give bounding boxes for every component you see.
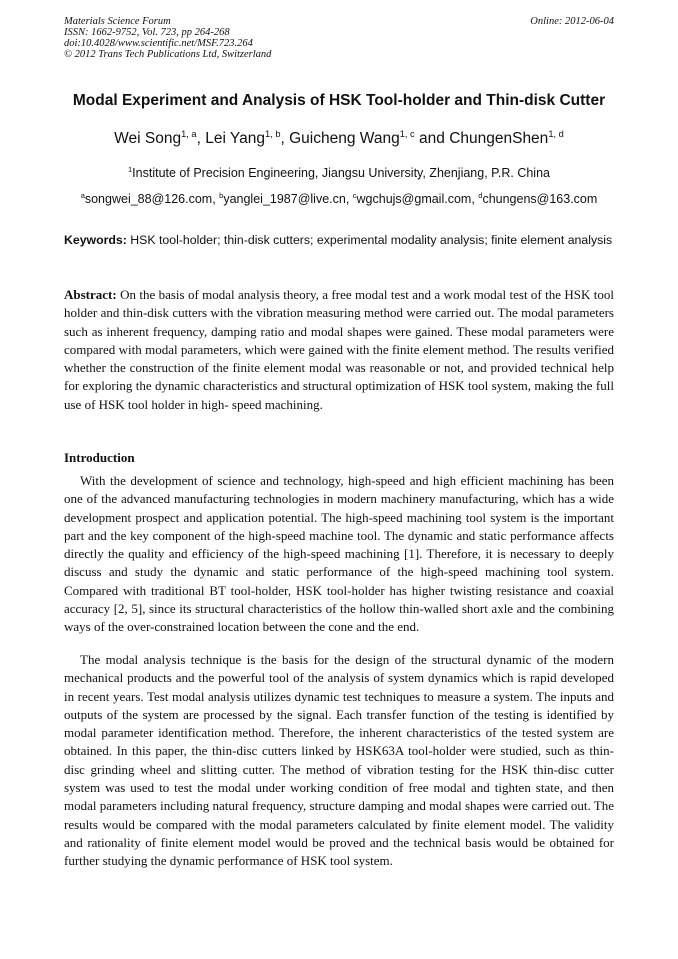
email-address: chungens@163.com [482,192,598,206]
journal-header [64,16,614,60]
author-affil-mark: 1, d [548,128,564,139]
abstract-label: Abstract: [64,287,117,302]
keywords-label: Keywords: [64,233,127,247]
email-mark: b [219,190,224,200]
affiliation [64,166,614,180]
author-separator: , [280,130,290,147]
author-emails [64,192,614,206]
copyright-line: © 2012 Trans Tech Publications Ltd, Switzerland [64,49,272,60]
email-mark: c [352,190,357,200]
issn-line: ISSN: 1662-9752, Vol. 723, pp 264-268 [64,27,230,38]
author-affil-mark: 1, a [181,128,197,139]
body-paragraph: The modal analysis technique is the basis for the design of the structural dynamic of the modern mechanical products and the powerful tool of the analysis of system dynamics which is rapid developed in recent years. Test modal analysis utilizes dynamic test techniques to measure a system. The inputs and outputs of the system are processed by the signal. Each transfer function of the testing is identified by modal parameter identification method. Therefore, the inherent characteristics of the tested system are obtained. In this paper, the thin-disc cutters linked by HSK63A tool-holder were studied, such as thin-disc grinding wheel and slitting cutter. The method of vibration testing for the HSK thin-disc cutter system was used to test the modal under working condition of free modal and tighten state, and then modal parameters including natural frequency, structure damping and modal shapes were carried out. The results would be compared with the modal parameters calculated by finite element model. The validity and rationality of finite element model would be proved and the technical basis would be obtained for further studying the dynamic performance of HSK tool system. [64,652,614,869]
journal-name: Materials Science Forum [64,16,171,27]
abstract-section [64,286,614,414]
author-affil-mark: 1, b [264,128,281,139]
section-heading-introduction: Introduction [64,450,135,465]
keywords-text: HSK tool-holder; thin-disk cutters; experimental modality analysis; finite element analysis [126,233,613,247]
email-mark: a [80,190,85,200]
email-address: songwei_88@126.com, [84,192,220,206]
author-affil-mark: 1, c [399,128,415,139]
email-address: wgchujs@gmail.com, [356,192,479,206]
author-name: Guicheng Wang [289,130,400,147]
paper-title: Modal Experiment and Analysis of HSK Tool-holder and Thin-disk Cutter [72,92,606,109]
affiliation-text: Institute of Precision Engineering, Jiangsu University, Zhenjiang, P.R. China [132,166,550,180]
author-name: ChungenShen [449,130,549,147]
author-separator: and [414,130,450,147]
author-list [64,130,614,148]
affiliation-mark: 1 [128,164,133,174]
author-name: Lei Yang [205,130,265,147]
author-name: Wei Song [114,130,182,147]
doi-line: doi:10.4028/www.scientific.net/MSF.723.264 [64,38,253,49]
keywords-section [64,231,614,249]
online-date: Online: 2012-06-04 [530,16,614,27]
abstract-text: On the basis of modal analysis theory, a free modal test and a work modal test of the HSK tool holder and thin-disk cutters with the vibration measuring method were carried out. The modal parameters such as inherent frequency, damping ratio and modal shapes were gained. These modal parameters were compared with modal parameters, which were gained with the finite element method. The results verified whether the construction of the finite element modal was reasonable or not, and provided technical help for exploring the dynamic characteristics and structural optimization of HSK tool system, making the full use of HSK tool holder in high- speed machining. [64,287,614,412]
body-paragraph: With the development of science and technology, high-speed and high efficient machining has been one of the advanced manufacturing technologies in modern machinery manufacturing, which has a wide development prospect and application potential. The high-speed machining tool system is the important part and the key component of the high-speed machine tool. The dynamic and static performance affects directly the quality and efficiency of the high-speed machining [1]. Therefore, it is necessary to deeply discuss and study the dynamic and static performance of the high-speed machining tool system. Compared with traditional BT tool-holder, HSK tool-holder has higher twisting resistance and coaxial accuracy [2, 5], since its structural characteristics of the hollow thin-walled short axle and the combining ways of the over-constrained location between the cone and the end. [64,473,614,635]
email-mark: d [478,190,483,200]
author-separator: , [196,130,206,147]
email-address: yanglei_1987@live.cn, [223,192,353,206]
